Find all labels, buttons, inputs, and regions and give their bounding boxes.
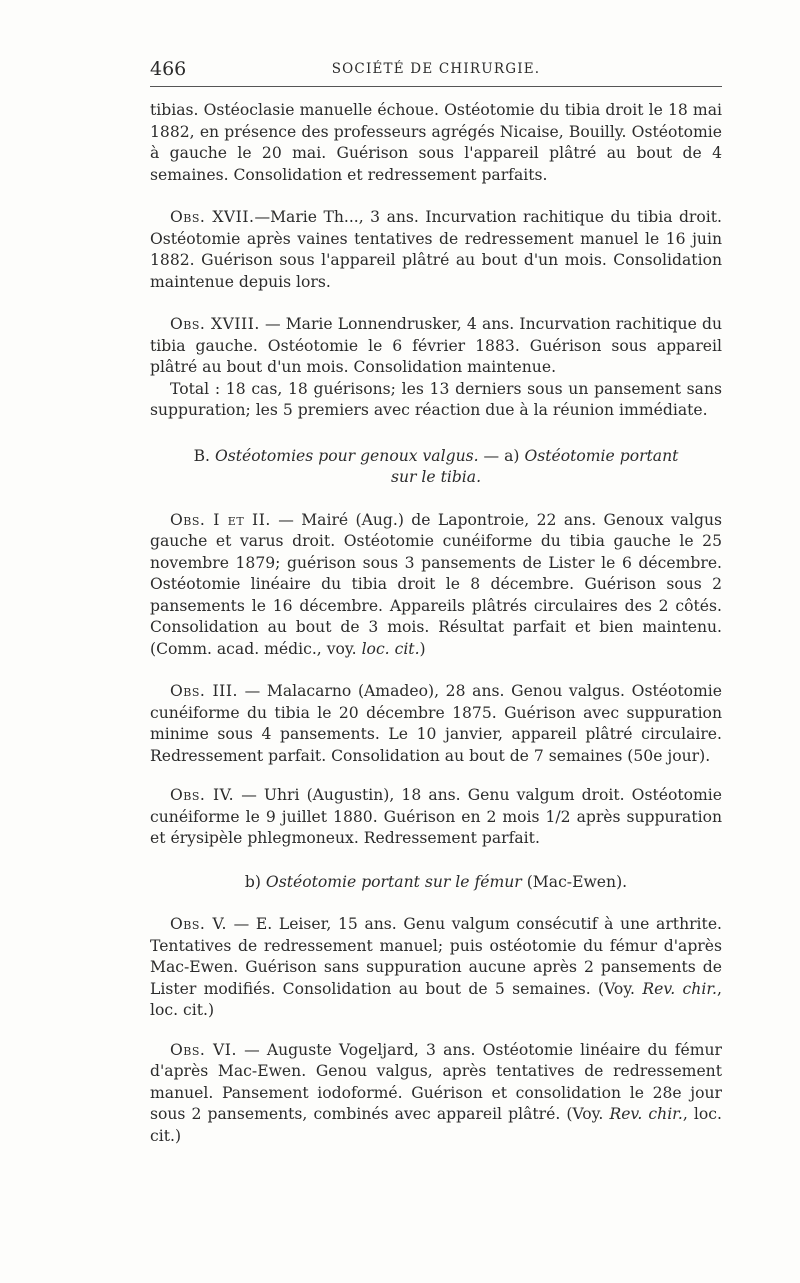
obs-text: — Mairé (Aug.) de Lapontroie, 22 ans. Genoux valgus gauche et varus droit. Ostéotomie cunéiforme du tibia gauche le 25 novembre 1879; guérison sous 3 pansements de Lister le 6 décembre. Ostéotomie linéaire du tibia droit le 8 décembre. Guérison sous 2 pansements le 16 décembre. Appareils plâtrés circulaires des 2 côtés. Consolidation au bout de 3 mois. Résultat parfait et bien maintenu. (Comm. acad. médic., voy.: [150, 510, 722, 658]
section-italic: Ostéotomies pour genoux valgus.: [214, 446, 479, 465]
running-title: SOCIÉTÉ DE CHIRURGIE.: [331, 61, 541, 77]
obs-text: —Marie Th..., 3 ans. Incurvation rachitique du tibia droit. Ostéotomie après vaines tentatives de redressement manuel le 16 juin 1882. Guérison sous l'appareil plâtré au bout d'un mois. Consolidation maintenue depuis lors.: [150, 208, 722, 291]
page-header: [150, 58, 722, 84]
observation-17: [150, 207, 722, 293]
section-prefix: b): [244, 872, 266, 891]
section-end: (Mac-Ewen).: [521, 872, 628, 891]
obs-label: Obs. III.: [170, 682, 238, 700]
obs-text: — Auguste Vogeljard, 3 ans. Ostéotomie linéaire du fémur d'après Mac-Ewen. Genou valgus, après tentatives de redressement manuel. Pansement iodoformé. Guérison et consolidation le 28e jour sous 2 pansements, combinés avec appareil plâtré. (Voy.: [150, 1040, 722, 1123]
obs-text: — Marie Lonnendrusker, 4 ans. Incurvation rachitique du tibia gauche. Ostéotomie le 6 février 1883. Guérison sous appareil plâtré au bout d'un mois. Consolidation maintenue.: [150, 315, 722, 376]
observation-6: [150, 1040, 722, 1148]
observation-4: [150, 785, 722, 850]
obs-label: Obs. VI.: [170, 1040, 237, 1059]
body-text: [150, 100, 722, 1147]
obs-end: , loc. cit.): [150, 1105, 722, 1145]
obs-end: ): [419, 639, 426, 658]
paragraph-intro: tibias. Ostéoclasie manuelle échoue. Ostéotomie du tibia droit le 18 mai 1882, en présence des professeurs agrégés Nicaise, Bouilly. Ostéotomie à gauche le 20 mai. Guérison sous l'appareil plâtré au bout de 4 semaines. Consolidation et redressement parfaits.: [150, 101, 722, 184]
page-number: 466: [150, 58, 187, 80]
obs-text: — E. Leiser, 15 ans. Genu valgum consécutif à une arthrite. Tentatives de redressement manuel; puis ostéotomie du fémur d'après Mac-Ewen. Guérison sans suppuration aucune après 2 pansements de Lister modifiés. Consolidation au bout de 5 semaines. (Voy.: [150, 915, 722, 998]
observation-18: [150, 314, 722, 379]
section-italic: Ostéotomie portant sur le fémur: [265, 872, 522, 891]
document-page: [150, 0, 728, 1283]
total-summary: Total : 18 cas, 18 guérisons; les 13 derniers sous un pansement sans suppuration; les 5 premiers avec réaction due à la réunion immédiate.: [150, 379, 722, 419]
obs-label: Obs. XVIII.: [170, 315, 260, 333]
section-italic-2: Ostéotomie portant sur le tibia.: [390, 446, 679, 486]
obs-text: — Uhri (Augustin), 18 ans. Genu valgum droit. Ostéotomie cunéiforme le 9 juillet 1880. Guérison en 2 mois 1/2 après suppuration et érysipèle phlegmoneux. Redressement parfait.: [150, 786, 723, 847]
observation-1-2: [150, 510, 722, 661]
obs-label: Obs. V.: [170, 915, 227, 933]
section-prefix: B.: [193, 446, 215, 465]
section-heading-b: [150, 446, 722, 489]
obs-label: Obs. IV.: [170, 786, 235, 804]
section-heading-b2: [150, 872, 722, 894]
obs-citation: loc. cit.: [361, 639, 420, 658]
observation-5: [150, 914, 722, 1022]
obs-label: Obs. XVII.: [170, 208, 255, 226]
section-mid: — a): [478, 446, 525, 465]
obs-end: , loc. cit.): [150, 979, 722, 1019]
obs-citation: Rev. chir.: [609, 1105, 683, 1123]
observation-3: [150, 681, 722, 767]
obs-text: — Malacarno (Amadeo), 28 ans. Genou valgus. Ostéotomie cunéiforme du tibia le 20 décembre 1875. Guérison avec suppuration minime sous 4 pansements. Le 10 janvier, appareil plâtré circulaire. Redressement parfait. Consolidation au bout de 7 semaines (50e jour).: [150, 682, 722, 765]
header-rule: [150, 86, 722, 87]
obs-citation: Rev. chir.: [642, 979, 718, 998]
obs-label: Obs. I et II.: [170, 510, 271, 529]
